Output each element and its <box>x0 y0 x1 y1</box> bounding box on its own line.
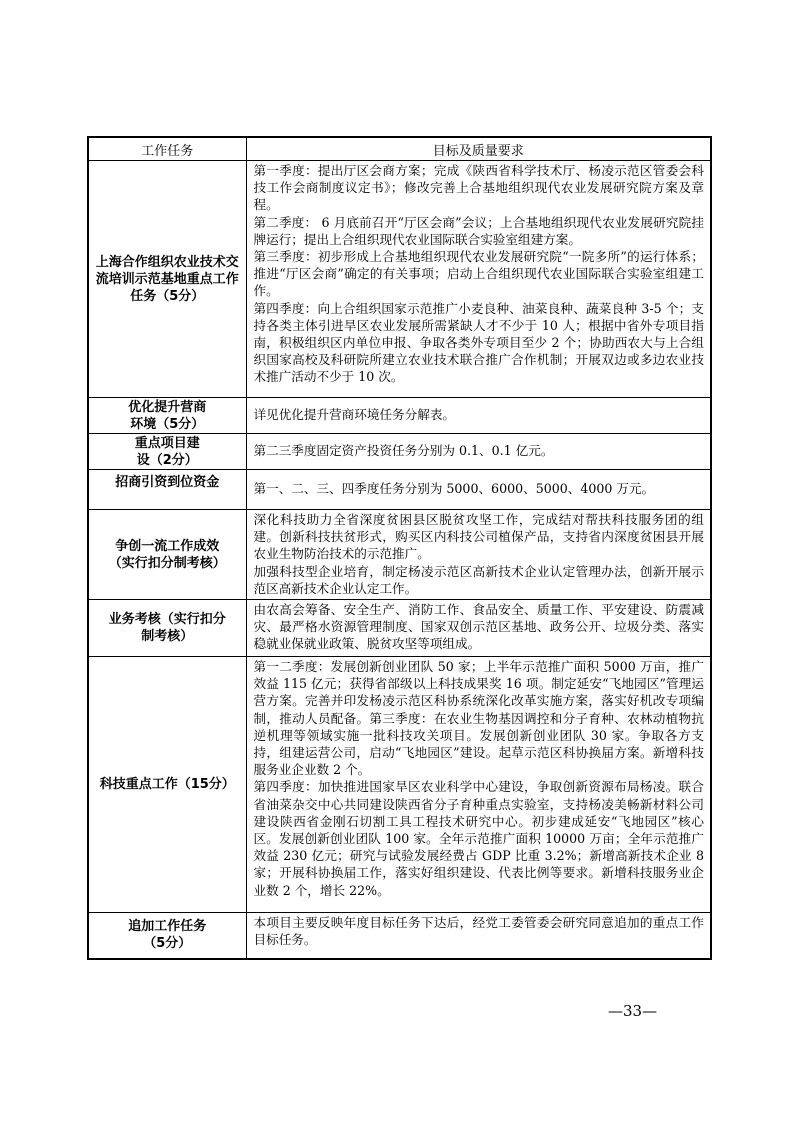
task-requirements <box>246 657 711 913</box>
table-row <box>88 470 711 510</box>
requirement-paragraph: 由农高会筹备、安全生产、消防工作、食品安全、质量工作、平安建设、防震减灾、最严格水资源管理制度、国家双创示范区基地、政务公开、垃圾分类、落实稳就业保就业政策、脱贫攻坚等项组成。 <box>253 602 704 652</box>
requirement-paragraph: 第二三季度固定资产投资任务分别为 0.1、0.1 亿元。 <box>253 443 554 459</box>
task-name: 科技重点工作（15分） <box>88 657 246 913</box>
task-requirements <box>246 913 711 959</box>
requirement-paragraph: 第四季度：加快推进国家旱区农业科学中心建设，争取创新资源布局杨凌。联合省油菜杂交中心共同建设陕西省分子育种重点实验室，支持杨凌美畅新材料公司建设陕西省金刚石切割工具工程技术研究中心。初步建成延安“飞地园区”核心区。发展创新创业团队 100 家。全年示范推广面积 10000 万亩；全年示范推广效益 230 亿元；研究与试验发展经费占 GDP 比重 3.2%；新增高新技术企业 8 家；开展科协换届工作，落实好组织建设、代表比例等要求。新增科技服务业企业数 2 个，增长 22%。 <box>253 779 704 898</box>
task-name: 招商引资到位资金 <box>88 470 246 510</box>
table-row <box>88 600 711 657</box>
table-row <box>88 510 711 600</box>
task-table <box>87 136 712 960</box>
requirement-paragraph: 第一、二、三、四季度任务分别为 5000、6000、5000、4000 万元。 <box>253 481 655 497</box>
table-row <box>88 913 711 959</box>
task-name: 追加工作任务（5分） <box>88 913 246 959</box>
requirement-paragraph: 第一季度：提出厅区会商方案；完成《陕西省科学技术厅、杨凌示范区管委会科技工作会商制度议定书》；修改完善上合基地组织现代农业发展研究院方案及章程。 <box>253 163 704 213</box>
table-row <box>88 657 711 913</box>
task-requirements <box>246 161 711 398</box>
requirement-paragraph: 第三季度：初步形成上合基地组织现代农业发展研究院“一院多所”的运行体系；推进“厅区会商”确定的有关事项；启动上合组织现代农业国际联合实验室组建工作。 <box>253 249 704 299</box>
task-name: 业务考核（实行扣分制考核） <box>88 600 246 657</box>
task-name: 优化提升营商环境（5分） <box>88 398 246 434</box>
requirement-paragraph: 第二季度： 6 月底前召开“厅区会商”会议；上合基地组织现代农业发展研究院挂牌运行；提出上合组织现代农业国际联合实验室组建方案。 <box>253 214 704 247</box>
task-name: 重点项目建设（2分） <box>88 434 246 470</box>
task-name: 上海合作组织农业技术交流培训示范基地重点工作任务（5分） <box>88 161 246 398</box>
task-requirements <box>246 434 711 470</box>
table-row <box>88 434 711 470</box>
requirement-paragraph: 本项目主要反映年度目标任务下达后，经党工委管委会研究同意追加的重点工作目标任务。 <box>253 915 704 948</box>
page-number: —33— <box>608 1002 658 1020</box>
requirement-paragraph: 加强科技型企业培育，制定杨凌示范区高新技术企业认定管理办法，创新开展示范区高新技术企业认定工作。 <box>253 563 704 596</box>
task-requirements <box>246 470 711 510</box>
table-row <box>88 398 711 434</box>
table-header-row <box>88 137 711 161</box>
task-name: 争创一流工作成效（实行扣分制考核） <box>88 510 246 600</box>
task-requirements <box>246 600 711 657</box>
requirement-paragraph: 第一二季度：发展创新创业团队 50 家；上半年示范推广面积 5000 万亩，推广效益 115 亿元；获得省部级以上科技成果奖 16 项。制定延安“飞地园区”管理运营方案。完善并印发杨凌示范区科协系统深化改革实施方案，落实好机改专项编制，推动人员配备。第三季度：在农业生物基因调控和分子育种、农林动植物抗逆机理等领域实施一批科技攻关项目。发展创新创业团队 30 家。争取各方支持，组建运营公司，启动“飞地园区”建设。起草示范区科协换届方案。新增科技服务业企业数 2 个。 <box>253 659 704 778</box>
task-requirements <box>246 398 711 434</box>
header-task: 工作任务 <box>88 137 246 161</box>
task-requirements <box>246 510 711 600</box>
header-requirements: 目标及质量要求 <box>246 137 711 161</box>
requirement-paragraph: 详见优化提升营商环境任务分解表。 <box>253 407 455 423</box>
table-row <box>88 161 711 398</box>
requirement-paragraph: 第四季度：向上合组织国家示范推广小麦良种、油菜良种、蔬菜良种 3-5 个；支持各类主体引进旱区农业发展所需紧缺人才不少于 10 人；根据中省外专项目指南，积极组织区内单位申报、争取各类外专项目至少 2 个；协助西农大与上合组织国家高校及科研院所建立农业技术联合推广合作机制；开展双边或多边农业技术推广活动不少于 10 次。 <box>253 300 704 385</box>
requirement-paragraph: 深化科技助力全省深度贫困县区脱贫攻坚工作，完成结对帮扶科技服务团的组建。创新科技扶贫形式，购买区内科技公司植保产品，支持省内深度贫困县开展农业生物防治技术的示范推广。 <box>253 512 704 562</box>
